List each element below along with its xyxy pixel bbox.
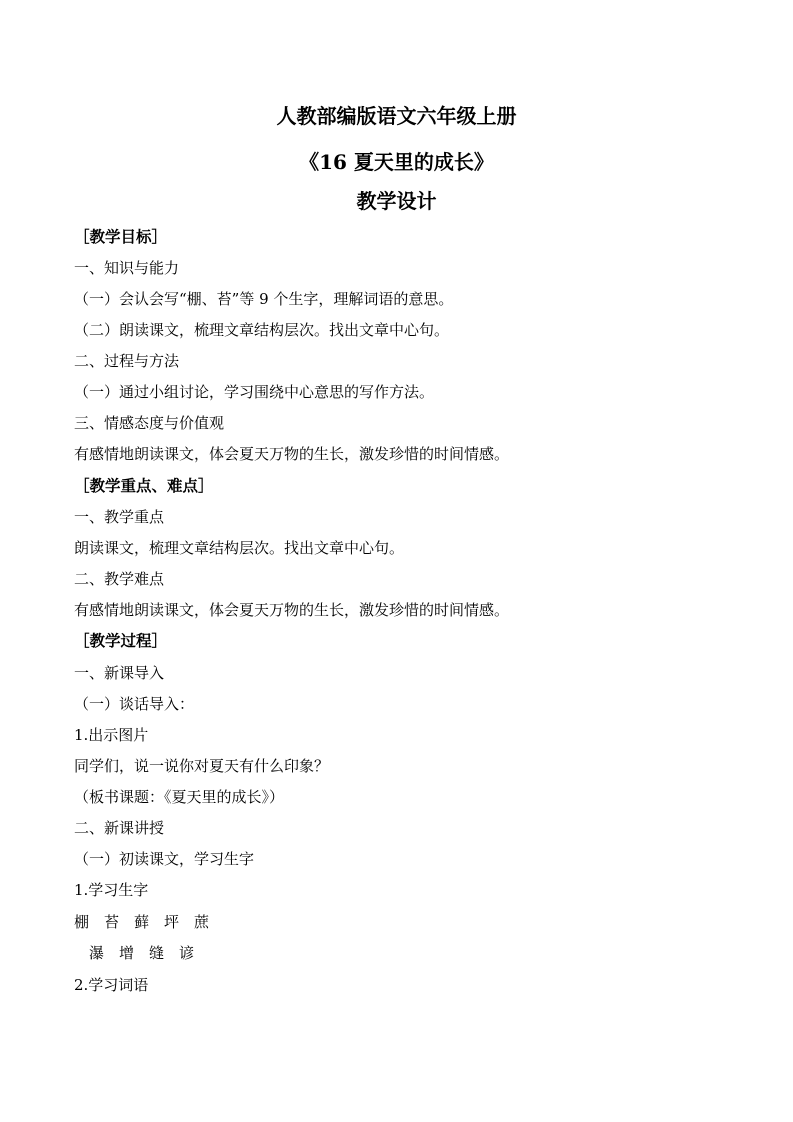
- process-heading: ［教学过程］: [74, 631, 168, 650]
- goal-attitude-heading: 三、情感态度与价值观: [74, 414, 225, 432]
- process-teaching-step-2: 2.学习词语: [74, 976, 149, 994]
- goal-knowledge-heading: 一、知识与能力: [74, 259, 180, 277]
- process-intro-board-note: （板书课题：《夏天里的成长》）: [74, 788, 285, 806]
- process-teaching-item-1: （一）初读课文，学习生字: [74, 850, 255, 868]
- process-intro-heading: 一、新课导入: [74, 664, 165, 682]
- process-intro-item-1: （一）谈话导入：: [74, 695, 195, 713]
- new-characters-row-1: 棚 苔 藓 坪 蔗: [74, 913, 210, 931]
- goal-knowledge-item-2: （二）朗读课文，梳理文章结构层次。找出文章中心句。: [74, 321, 450, 339]
- goal-process-item-1: （一）通过小组讨论，学习围绕中心意思的写作方法。: [74, 383, 435, 401]
- difficult-point-text: 有感情地朗读课文，体会夏天万物的生长，激发珍惜的时间情感。: [74, 601, 510, 619]
- difficult-point-heading: 二、教学难点: [74, 570, 165, 588]
- process-intro-question: 同学们，说一说你对夏天有什么印象？: [74, 757, 330, 775]
- process-teaching-step-1: 1.学习生字: [74, 881, 149, 899]
- process-teaching-heading: 二、新课讲授: [74, 819, 165, 837]
- key-points-heading: ［教学重点、难点］: [74, 476, 214, 495]
- goal-knowledge-item-1: （一）会认会写“棚、苔”等 9 个生字，理解词语的意思。: [74, 290, 454, 308]
- document-title: 人教部编版语文六年级上册: [276, 104, 517, 128]
- goals-heading: ［教学目标］: [74, 227, 168, 246]
- key-point-text: 朗读课文，梳理文章结构层次。找出文章中心句。: [74, 539, 405, 557]
- design-title: 教学设计: [356, 189, 437, 213]
- goal-process-heading: 二、过程与方法: [74, 352, 180, 370]
- goal-attitude-text: 有感情地朗读课文，体会夏天万物的生长，激发珍惜的时间情感。: [74, 445, 510, 463]
- new-characters-row-2: 瀑 增 缝 谚: [74, 944, 195, 962]
- lesson-title: 《16 夏天里的成长》: [299, 150, 494, 174]
- key-point-heading: 一、教学重点: [74, 508, 165, 526]
- process-intro-step-1: 1.出示图片: [74, 726, 149, 744]
